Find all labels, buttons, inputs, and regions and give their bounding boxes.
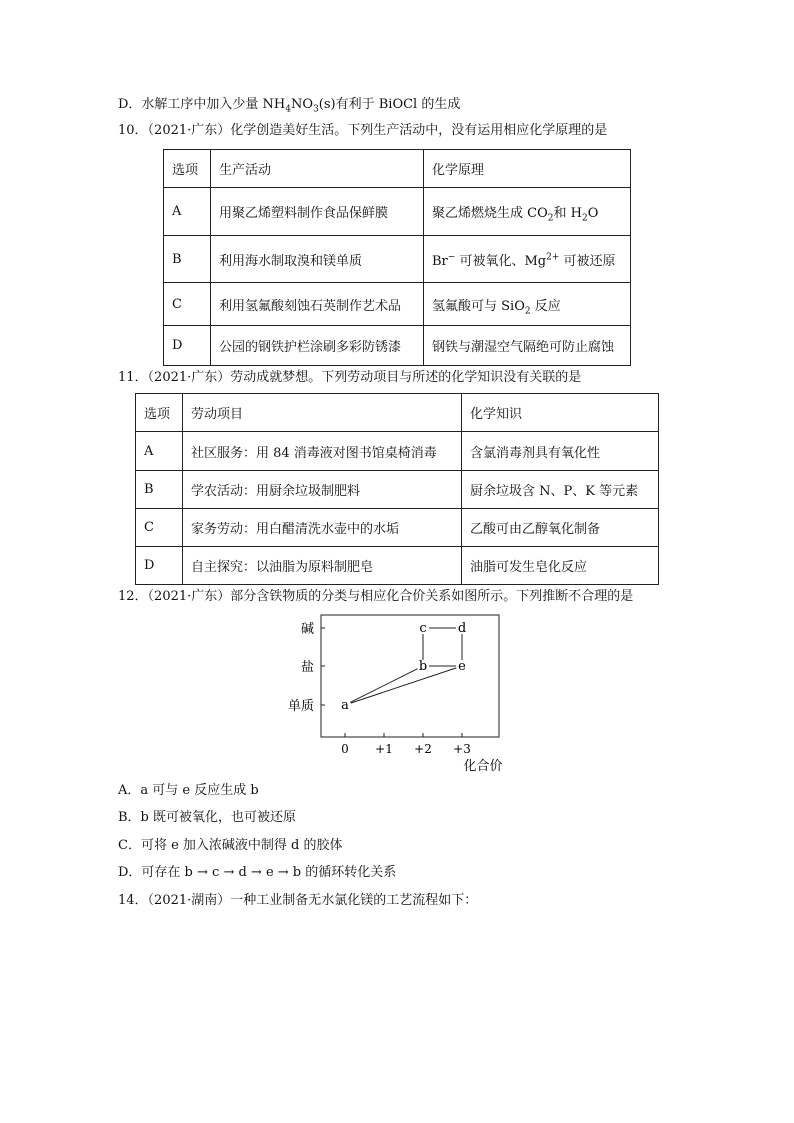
x-tick-label: +2 <box>414 742 432 756</box>
table-row <box>164 283 631 326</box>
table-row <box>136 432 659 471</box>
table-header-cell: 化学原理 <box>424 150 631 188</box>
table-header-cell: 选项 <box>136 394 183 432</box>
q12-option-d: D．可存在 b → c → d → e → b 的循环转化关系 <box>118 865 397 880</box>
knowledge-cell: 含氯消毒剂具有氧化性 <box>462 432 659 471</box>
table-header-cell: 劳动项目 <box>183 394 462 432</box>
option-cell: A <box>136 432 183 471</box>
option-cell: C <box>136 509 183 547</box>
table-row <box>136 547 659 585</box>
point-a: a <box>341 698 349 713</box>
q12-stem: 12．（2021·广东）部分含铁物质的分类与相应化合价关系如图所示。下列推断不合理的是 <box>118 589 634 604</box>
table-header-cell: 生产活动 <box>211 150 424 188</box>
y-category-labels <box>288 622 325 714</box>
option-cell: D <box>164 326 211 366</box>
y-category-label: 碱 <box>300 622 314 637</box>
chart-points <box>341 621 466 713</box>
item-cell: 社区服务：用 84 消毒液对图书馆桌椅消毒 <box>183 432 462 471</box>
q14-stem: 14．（2021·湖南）一种工业制备无水氯化镁的工艺流程如下： <box>118 893 478 908</box>
table-row <box>164 236 631 283</box>
table-row <box>136 509 659 547</box>
x-tick-label: +3 <box>453 742 471 756</box>
principle-cell: 钢铁与潮湿空气隔绝可防止腐蚀 <box>424 326 631 366</box>
option-cell: B <box>136 471 183 509</box>
point-c: c <box>419 621 427 636</box>
q10-table <box>163 149 631 366</box>
x-tick-label: 0 <box>341 742 349 756</box>
q12-option-b: B．b 既可被氧化，也可被还原 <box>118 810 297 825</box>
table-row <box>164 188 631 236</box>
table-header-cell: 选项 <box>164 150 211 188</box>
point-e: e <box>458 659 466 674</box>
principle-cell: 聚乙烯燃烧生成 $CO_2$和 $H_2O$ <box>424 188 631 236</box>
knowledge-cell: 厨余垃圾含 N、P、K 等元素 <box>462 471 659 509</box>
chart-frame <box>321 615 499 737</box>
q11-table <box>135 393 659 585</box>
option-cell: A <box>164 188 211 236</box>
link-a-b <box>350 669 417 703</box>
table-header-cell: 化学知识 <box>462 394 659 432</box>
activity-cell: 利用氢氟酸刻蚀石英制作艺术品 <box>211 283 424 326</box>
knowledge-cell: 油脂可发生皂化反应 <box>462 547 659 585</box>
point-d: d <box>457 621 467 636</box>
option-cell: D <box>136 547 183 585</box>
x-tick-label: +1 <box>375 742 393 756</box>
chart-links <box>350 628 462 703</box>
option-cell: C <box>164 283 211 326</box>
iron-valence-chart <box>280 612 520 778</box>
x-axis-label: 化合价 <box>463 759 503 774</box>
principle-cell: 氢氟酸可与 SiO$_2$ 反应 <box>424 283 631 326</box>
link-a-e <box>351 668 457 703</box>
table-header-row <box>164 150 631 188</box>
item-cell: 学农活动：用厨余垃圾制肥料 <box>183 471 462 509</box>
table-header-row <box>136 394 659 432</box>
activity-cell: 公园的钢铁护栏涂刷多彩防锈漆 <box>211 326 424 366</box>
q10-stem: 10．（2021·广东）化学创造美好生活。下列生产活动中，没有运用相应化学原理的是 <box>118 123 608 138</box>
y-category-label: 单质 <box>287 699 314 714</box>
point-b: b <box>418 659 428 674</box>
x-tick-labels <box>341 733 471 756</box>
activity-cell: 利用海水制取溴和镁单质 <box>211 236 424 283</box>
q11-stem: 11．（2021·广东）劳动成就梦想。下列劳动项目与所述的化学知识没有关联的是 <box>118 370 582 385</box>
q9-option-d: D．水解工序中加入少量 $NH_4NO_3(s)$有利于 BiOCl 的生成 <box>118 97 461 115</box>
table-row <box>136 471 659 509</box>
item-cell: 家务劳动：用白醋清洗水壶中的水垢 <box>183 509 462 547</box>
option-cell: B <box>164 236 211 283</box>
principle-cell: Br− 可被氧化、$Mg^{2+}$ 可被还原 <box>424 236 631 283</box>
y-category-label: 盐 <box>300 660 314 675</box>
activity-cell: 用聚乙烯塑料制作食品保鲜膜 <box>211 188 424 236</box>
item-cell: 自主探究：以油脂为原料制肥皂 <box>183 547 462 585</box>
q12-option-a: A．a 可与 e 反应生成 b <box>118 783 259 798</box>
knowledge-cell: 乙酸可由乙醇氧化制备 <box>462 509 659 547</box>
table-row <box>164 326 631 366</box>
q12-option-c: C．可将 e 加入浓碱液中制得 d 的胶体 <box>118 838 343 853</box>
